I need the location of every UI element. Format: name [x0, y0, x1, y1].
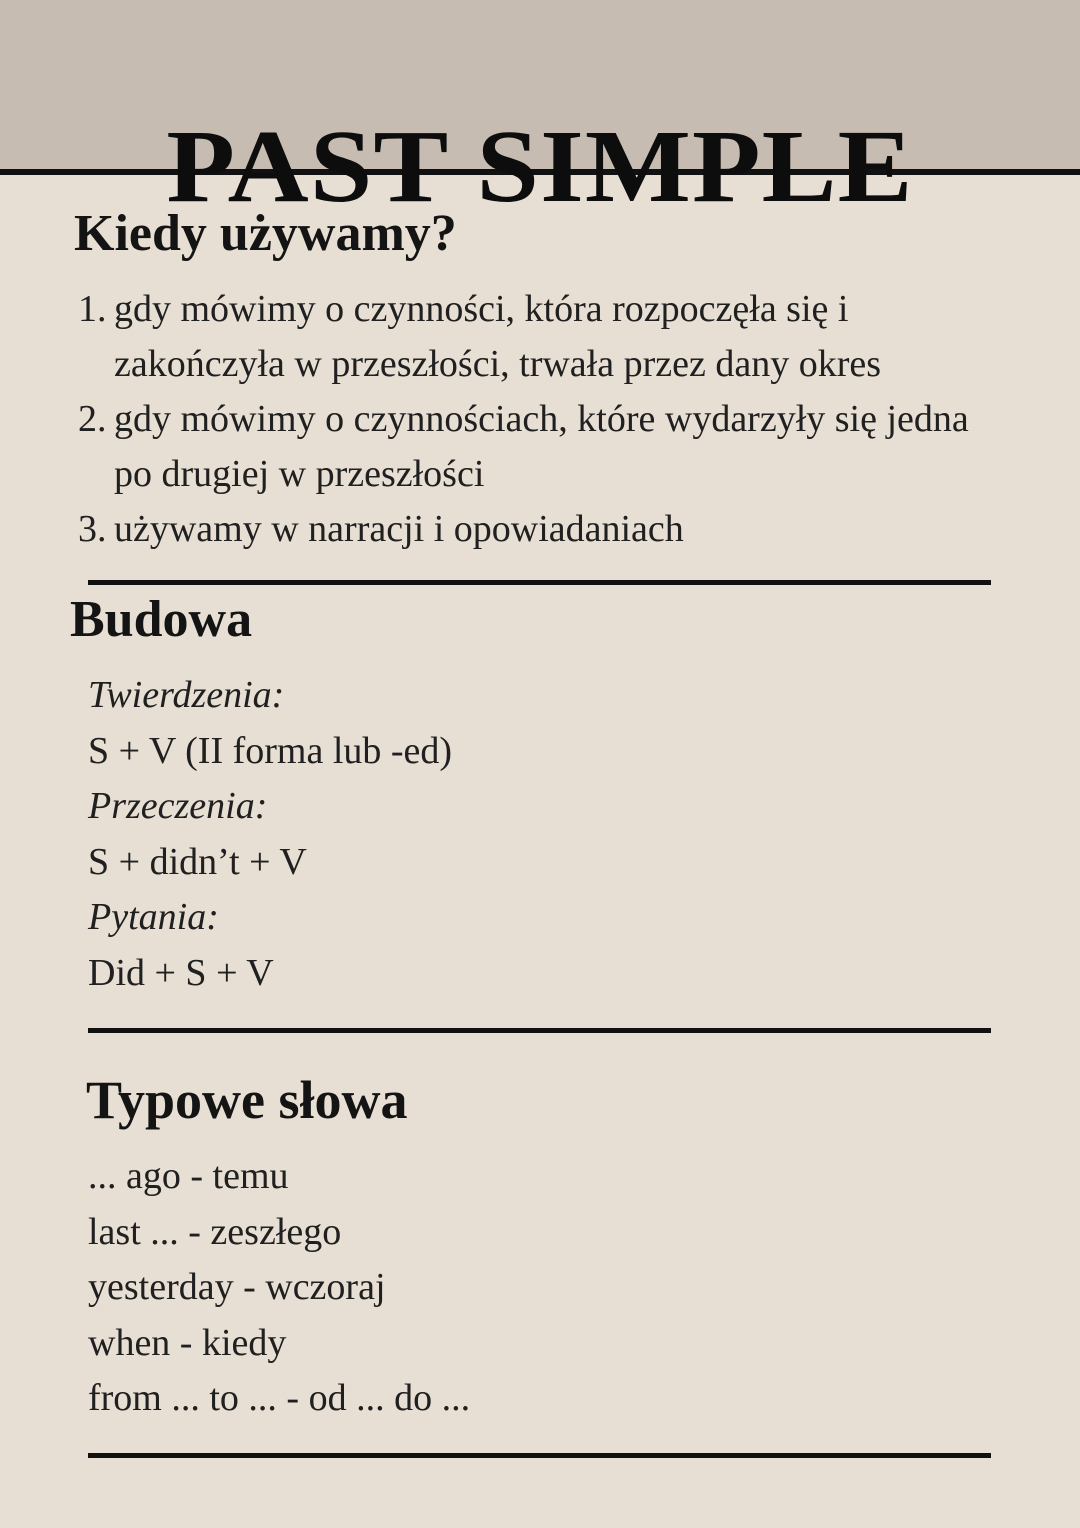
list-item: when - kiedy	[88, 1321, 287, 1364]
list-item-text: używamy w narracji i opowiadaniach	[114, 508, 684, 550]
list-item: ... ago - temu	[88, 1155, 289, 1197]
list-item: yesterday - wczoraj	[88, 1266, 386, 1308]
list-item-number: 3.	[78, 508, 107, 550]
usage-heading: Kiedy używamy?	[74, 205, 457, 262]
section-divider	[88, 580, 991, 585]
structure-block	[88, 668, 988, 1001]
list-item	[78, 392, 998, 502]
list-item-text: gdy mówimy o czynności, która rozpoczęła się i zakończyła w przeszłości, trwała przez dany okres	[114, 288, 882, 385]
section-divider	[88, 1453, 991, 1458]
list-item: from ... to ... - od ... do ...	[88, 1377, 471, 1419]
question-formula: Did + S + V	[88, 951, 274, 994]
section-divider	[88, 1028, 991, 1033]
list-item: last ... - zeszłego	[88, 1210, 342, 1253]
list-item	[78, 502, 998, 557]
affirmative-formula: S + V (II forma lub -ed)	[88, 729, 453, 772]
question-label: Pytania:	[88, 896, 219, 938]
negative-label: Przeczenia:	[88, 785, 268, 827]
list-item	[78, 282, 998, 392]
affirmative-label: Twierdzenia:	[88, 674, 285, 716]
list-item-number: 2.	[78, 398, 107, 440]
usage-list	[78, 282, 998, 557]
page-title: PAST SIMPLE	[166, 108, 914, 224]
negative-formula: S + didn’t + V	[88, 840, 307, 883]
list-item-text: gdy mówimy o czynnościach, które wydarzyły się jedna po drugiej w przeszłości	[114, 398, 969, 495]
keywords-heading: Typowe słowa	[86, 1070, 408, 1130]
list-item-number: 1.	[78, 288, 107, 330]
structure-heading: Budowa	[70, 591, 253, 648]
keywords-list	[88, 1149, 988, 1427]
